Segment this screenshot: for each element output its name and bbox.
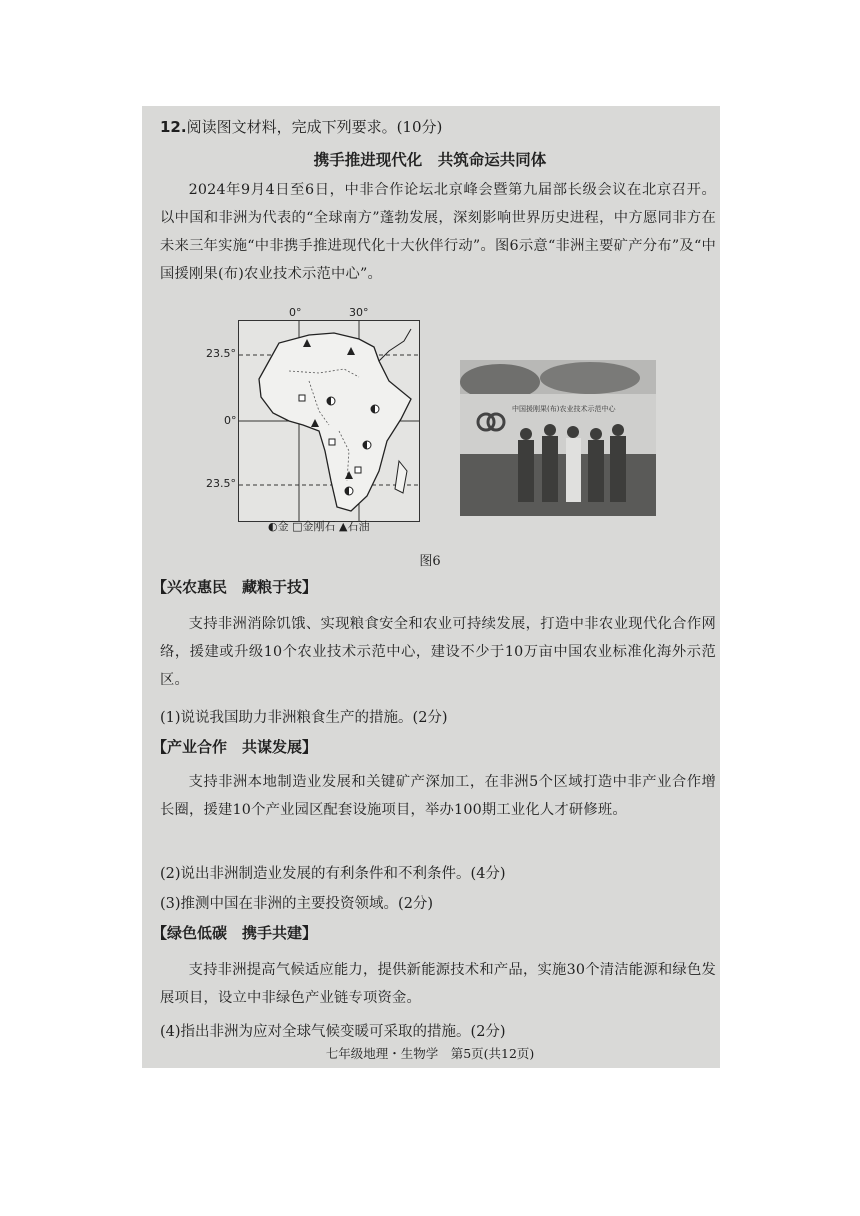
sub-question-3: (3)推测中国在非洲的主要投资领域。(2分) — [160, 896, 434, 912]
lat-label-tropic-south: 23.5° — [206, 477, 236, 490]
question-header — [160, 116, 442, 137]
section-title-industry: 【产业合作 共谋发展】 — [152, 738, 318, 756]
section-title-green: 【绿色低碳 携手共建】 — [152, 924, 318, 942]
figure-caption: 图6 — [419, 554, 441, 569]
photo-sign-text: 中国援刚果(布)农业技术示范中心 — [512, 405, 616, 413]
question-prompt: 阅读图文材料，完成下列要求。(10分) — [186, 118, 443, 136]
sub-question-2: (2)说出非洲制造业发展的有利条件和不利条件。(4分) — [160, 866, 506, 882]
gold-icon — [345, 487, 353, 495]
section-text-agriculture: 支持非洲消除饥饿、实现粮食安全和农业可持续发展，打造中非农业现代化合作网络，援建或升级10个农业技术示范中心，建设不少于10万亩中国农业标准化海外示范区。 — [160, 616, 716, 688]
lat-label-tropic-north: 23.5° — [206, 347, 236, 360]
gold-icon — [371, 405, 379, 413]
intro-paragraph: 2024年9月4日至6日，中非合作论坛北京峰会暨第九届部长级会议在北京召开。以中国和非洲为代表的“全球南方”蓬勃发展，深刻影响世界历史进程，中方愿同非方在未来三年实施“中非携手推进现代化十大伙伴行动”。图6示意“非洲主要矿产分布”及“中国援刚果(布)农业技术示范中心”。 — [160, 182, 716, 282]
gold-icon: ◐ — [268, 520, 278, 533]
demo-center-photo — [460, 360, 656, 516]
oil-icon: ▲ — [339, 520, 348, 533]
diamond-icon — [299, 395, 305, 401]
question-number: 12. — [160, 118, 187, 136]
lon-label-30: 30° — [349, 306, 369, 319]
gold-icon — [363, 441, 371, 449]
diamond-icon — [355, 467, 361, 473]
sub-question-4: (4)指出非洲为应对全球气候变暖可采取的措施。(2分) — [160, 1024, 506, 1040]
diamond-icon: □ — [292, 520, 303, 533]
article-headline: 携手推进现代化 共筑命运共同体 — [313, 151, 547, 169]
section-text-industry: 支持非洲本地制造业发展和关键矿产深加工，在非洲5个区域打造中非产业合作增长圈，援建10个产业园区配套设施项目，举办100期工业化人才研修班。 — [160, 774, 716, 818]
lon-label-0: 0° — [289, 306, 302, 319]
page-footer: 七年级地理・生物学 第5页(共12页) — [325, 1046, 535, 1061]
africa-map-graphic — [239, 321, 419, 521]
sub-question-1: (1)说说我国助力非洲粮食生产的措施。(2分) — [160, 710, 448, 726]
diamond-icon — [329, 439, 335, 445]
section-title-agriculture: 【兴农惠民 藏粮于技】 — [152, 578, 318, 596]
africa-mineral-map — [238, 320, 420, 522]
section-text-green: 支持非洲提高气候适应能力，提供新能源技术和产品，实施30个清洁能源和绿色发展项目，设立中非绿色产业链专项资金。 — [160, 962, 716, 1006]
map-legend: ◐金 □金刚石 ▲石油 — [268, 520, 370, 533]
gold-icon — [327, 397, 335, 405]
lat-label-equator: 0° — [224, 414, 237, 427]
photo-graphic — [460, 360, 656, 516]
